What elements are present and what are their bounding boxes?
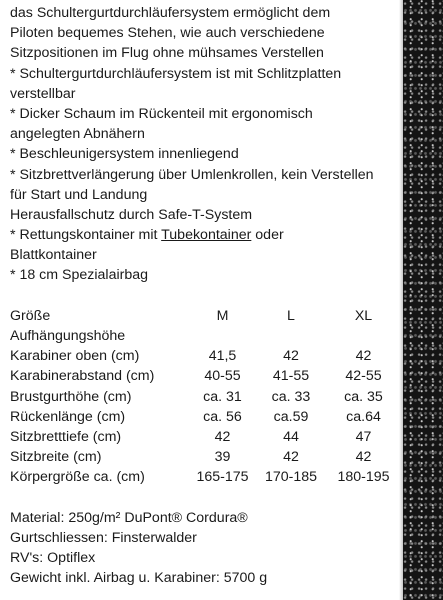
cell-m: 42 bbox=[214, 429, 231, 446]
description-line: das Schultergurtdurchläufersystem ermöglicht dem bbox=[10, 5, 331, 21]
header-size-l: L bbox=[287, 307, 295, 324]
detail-line: Material: 250g/m² DuPont® Cordura® bbox=[10, 509, 248, 526]
cell-l: 42 bbox=[283, 348, 299, 365]
subheader-label: Aufhängungshöhe bbox=[10, 328, 126, 345]
cell-xl: 42 bbox=[355, 348, 372, 365]
table-row bbox=[10, 407, 406, 427]
cell-m: 40-55 bbox=[204, 368, 241, 385]
description-line: verstellbar bbox=[10, 85, 76, 102]
row-label: Karabinerabstand (cm) bbox=[10, 368, 155, 385]
spacer bbox=[10, 488, 406, 508]
row-label: Rückenlänge (cm) bbox=[10, 408, 126, 425]
table-row bbox=[10, 387, 406, 407]
header-label: Größe bbox=[10, 307, 51, 324]
cell-m: ca. 56 bbox=[203, 408, 242, 425]
tubekontainer-link[interactable]: Tubekontainer bbox=[161, 227, 252, 244]
decorative-dark-border bbox=[403, 0, 443, 600]
table-row bbox=[10, 447, 406, 467]
table-row bbox=[10, 366, 406, 386]
table-header-row bbox=[10, 306, 406, 326]
header-size-xl: XL bbox=[354, 307, 373, 324]
row-label: Karabiner oben (cm) bbox=[10, 348, 140, 365]
row-label: Sitzbretttiefe (cm) bbox=[10, 429, 122, 446]
cell-l: 41-55 bbox=[272, 368, 310, 385]
description-line: Piloten bequemes Stehen, wie auch verschiedene bbox=[10, 25, 325, 42]
row-label: Körpergröße ca. (cm) bbox=[10, 469, 145, 486]
cell-l: 42 bbox=[283, 449, 299, 466]
description-line: angelegten Abnähern bbox=[10, 126, 145, 143]
spacer bbox=[10, 286, 406, 306]
row-label: Brustgurthöhe (cm) bbox=[10, 388, 132, 405]
cell-m: 39 bbox=[214, 449, 231, 466]
cell-m: ca. 31 bbox=[203, 388, 242, 405]
description-line: Blattkontainer bbox=[10, 247, 97, 264]
cell-xl: 42-55 bbox=[345, 368, 382, 385]
table-row bbox=[10, 346, 406, 366]
detail-line: RV's: Optiflex bbox=[10, 550, 96, 567]
rescue-container-line bbox=[10, 225, 406, 245]
description-line: * Sitzbrettverlängerung über Umlenkrollen, kein Verstellen bbox=[10, 166, 374, 183]
cell-xl: ca.64 bbox=[346, 408, 381, 425]
cell-l: 44 bbox=[283, 429, 299, 446]
header-size-m: M bbox=[216, 307, 229, 324]
description-line: * Beschleunigersystem innenliegend bbox=[10, 146, 239, 163]
detail-line: Gurtschliessen: Finsterwalder bbox=[10, 530, 197, 547]
description-line: Sitzpositionen im Flug ohne mühsames Verstellen bbox=[10, 45, 324, 62]
cell-m: 41,5 bbox=[208, 348, 237, 365]
description-line: für Start und Landung bbox=[10, 186, 148, 203]
description-line: * Schultergurtdurchläufersystem ist mit Schlitzplatten bbox=[10, 65, 342, 82]
cell-l: ca. 33 bbox=[271, 388, 311, 405]
table-subheader-row bbox=[10, 326, 406, 346]
cell-l: 170-185 bbox=[264, 469, 318, 486]
cell-l: ca.59 bbox=[273, 408, 309, 425]
description-line: Herausfallschutz durch Safe-T-System bbox=[10, 206, 253, 223]
rescue-prefix: * Rettungskontainer mit bbox=[10, 227, 162, 244]
detail-line: Gewicht inkl. Airbag u. Karabiner: 5700 g bbox=[10, 570, 268, 587]
description-line: * Dicker Schaum im Rückenteil mit ergonomisch bbox=[10, 105, 313, 122]
product-description bbox=[10, 0, 406, 589]
size-table bbox=[10, 306, 406, 488]
description-line: * 18 cm Spezialairbag bbox=[10, 267, 149, 284]
cell-m: 165-175 bbox=[196, 469, 249, 486]
cell-xl: 180-195 bbox=[337, 469, 390, 486]
cell-xl: ca. 35 bbox=[344, 388, 383, 405]
table-row bbox=[10, 427, 406, 447]
cell-xl: 47 bbox=[355, 429, 372, 446]
table-row bbox=[10, 467, 406, 487]
rescue-suffix: oder bbox=[251, 227, 284, 244]
row-label: Sitzbreite (cm) bbox=[10, 449, 102, 466]
cell-xl: 42 bbox=[355, 449, 372, 466]
